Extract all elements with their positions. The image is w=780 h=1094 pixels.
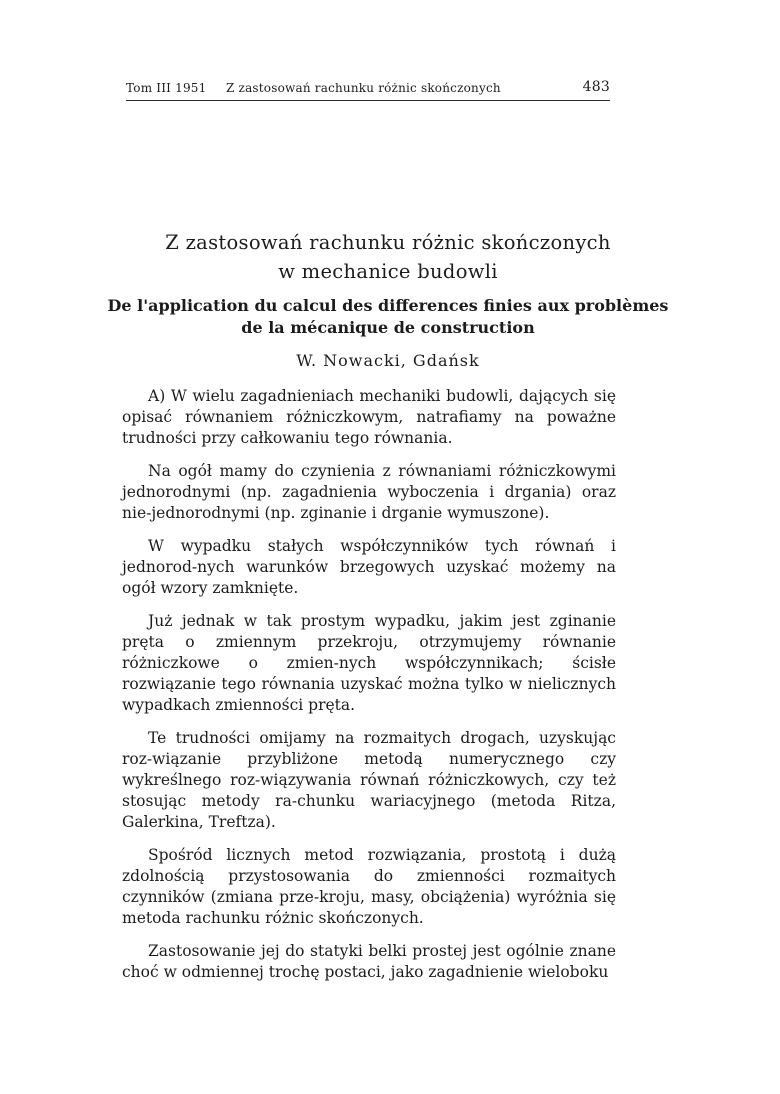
paragraph: Na ogół mamy do czynienia z równaniami różniczkowymi jednorodnymi (np. zagadnienia wyboczenia i drgania) oraz nie-jednorodnymi (np. zginanie i drganie wymuszone). bbox=[122, 462, 616, 522]
paragraph: Już jednak w tak prostym wypadku, jakim jest zginanie pręta o zmiennym przekroju, otrzymujemy równanie różniczkowe o zmien-nych współczynnikach; ścisłe rozwiązanie tego równania uzyskać można tylko w nielicznych wypadkach zmienności pręta. bbox=[122, 612, 616, 714]
article-title-line-1: Z zastosowań rachunku różnic skończonych bbox=[165, 231, 611, 254]
french-title bbox=[100, 295, 676, 339]
french-title-line-2: de la mécanique de construction bbox=[241, 318, 535, 337]
body-text bbox=[122, 386, 616, 983]
article-title-line-2: w mechanice budowli bbox=[278, 260, 498, 283]
paragraph: Zastosowanie jej do statyki belki prostej jest ogólnie znane choć w odmiennej trochę postaci, jako zagadnienie wieloboku bbox=[122, 942, 616, 981]
paragraph: W wypadku stałych współczynników tych równań i jednorod-nych warunków brzegowych uzyskać możemy na ogół wzory zamknięte. bbox=[122, 537, 616, 597]
paragraph: Te trudności omijamy na rozmaitych drogach, uzyskując roz-wiązanie przybliżone metodą numerycznego czy wykreślnego roz-wiązywania równań różniczkowych, czy też stosując metody ra-chunku wariacyjnego (metoda Ritza, Galerkina, Treftza). bbox=[122, 729, 616, 831]
paragraph: Spośród licznych metod rozwiązania, prostotą i dużą zdolnością przystosowania do zmienności rozmaitych czynników (zmiana prze-kroju, masy, obciążenia) wyróżnia się metoda rachunku różnic skończonych. bbox=[122, 846, 616, 927]
running-title: Z zastosowań rachunku różnic skończonych bbox=[226, 81, 501, 95]
author-line: W. Nowacki, Gdańsk bbox=[296, 351, 480, 370]
paragraph: A) W wielu zagadnieniach mechaniki budowli, dających się opisać równaniem różniczkowym, natrafiamy na poważne trudności przy całkowaniu tego równania. bbox=[122, 387, 616, 447]
french-title-line-1: De l'application du calcul des differences finies aux problèmes bbox=[107, 296, 669, 315]
article-title bbox=[100, 228, 676, 286]
page-number: 483 bbox=[582, 79, 610, 95]
running-header bbox=[126, 78, 610, 101]
journal-volume: Tom III 1951 bbox=[126, 81, 207, 95]
